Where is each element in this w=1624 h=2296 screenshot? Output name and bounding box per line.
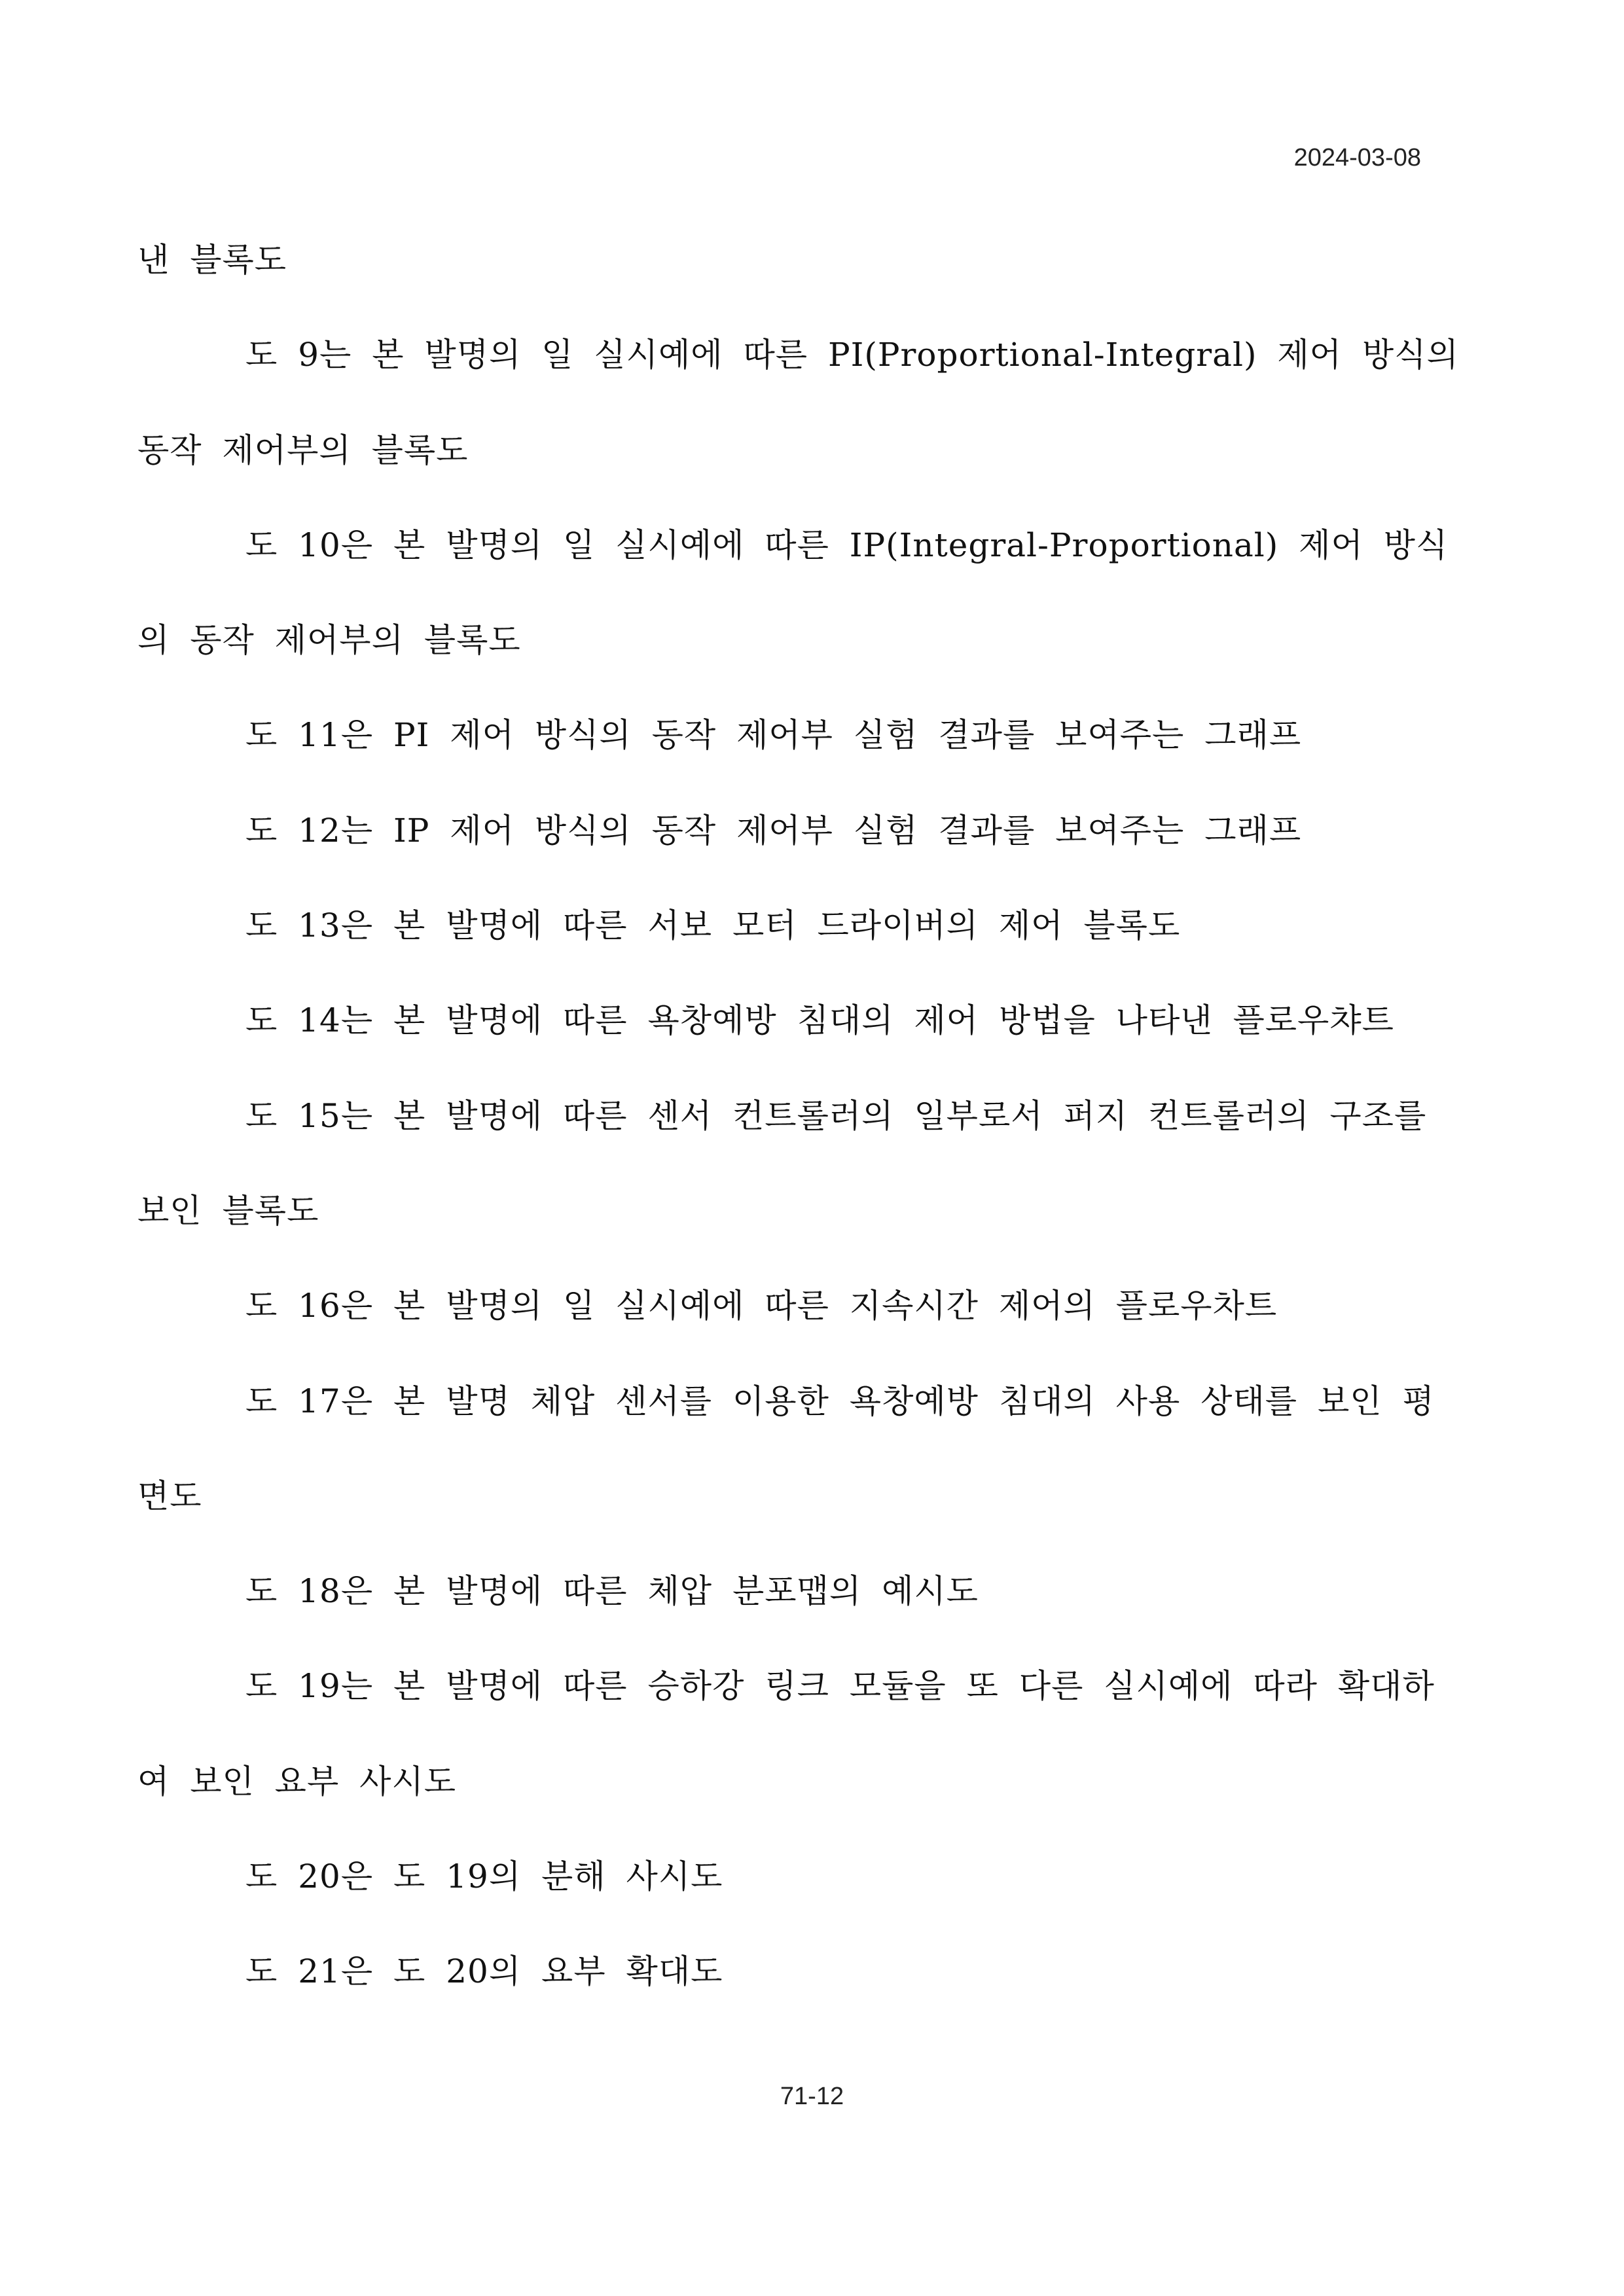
figure-caption-10: 도 10은 본 발명의 일 실시예에 따른 IP(Integral-Proportional) 제어 방식 — [245, 526, 1449, 564]
text-line-continuation: 보인 블록도 — [137, 1191, 319, 1230]
figure-caption-14: 도 14는 본 발명에 따른 욕창예방 침대의 제어 방법을 나타낸 플로우챠트 — [245, 1001, 1394, 1040]
text-line-continuation: 여 보인 요부 사시도 — [137, 1762, 457, 1801]
document-date: 2024-03-08 — [1293, 144, 1421, 171]
figure-caption-11: 도 11은 PI 제어 방식의 동작 제어부 실험 결과를 보여주는 그래프 — [245, 716, 1302, 755]
figure-caption-17: 도 17은 본 발명 체압 센서를 이용한 욕창예방 침대의 사용 상태를 보인 평 — [245, 1382, 1435, 1420]
figure-caption-9: 도 9는 본 발명의 일 실시예에 따른 PI(Proportional-Integral) 제어 방식의 — [245, 336, 1459, 374]
figure-caption-20: 도 20은 도 19의 분해 사시도 — [245, 1857, 723, 1896]
figure-caption-12: 도 12는 IP 제어 방식의 동작 제어부 실험 결과를 보여주는 그래프 — [245, 811, 1302, 850]
page-number: 71-12 — [780, 2083, 844, 2110]
figure-caption-21: 도 21은 도 20의 요부 확대도 — [245, 1952, 723, 1991]
text-line-continuation: 의 동작 제어부의 블록도 — [137, 621, 521, 660]
text-line-continuation: 동작 제어부의 블록도 — [137, 431, 469, 469]
text-line-continuation: 낸 블록도 — [137, 241, 287, 279]
document-body — [137, 213, 1459, 2020]
figure-caption-13: 도 13은 본 발명에 따른 서보 모터 드라이버의 제어 블록도 — [245, 906, 1181, 945]
figure-caption-15: 도 15는 본 발명에 따른 센서 컨트롤러의 일부로서 퍼지 컨트롤러의 구조를 — [245, 1096, 1427, 1135]
figure-caption-16: 도 16은 본 발명의 일 실시예에 따른 지속시간 제어의 플로우차트 — [245, 1287, 1278, 1325]
figure-caption-19: 도 19는 본 발명에 따른 승하강 링크 모듈을 또 다른 실시예에 따라 확대하 — [245, 1667, 1435, 1706]
figure-caption-18: 도 18은 본 발명에 따른 체압 분포맵의 예시도 — [245, 1572, 979, 1611]
text-line-continuation: 면도 — [137, 1477, 202, 1515]
